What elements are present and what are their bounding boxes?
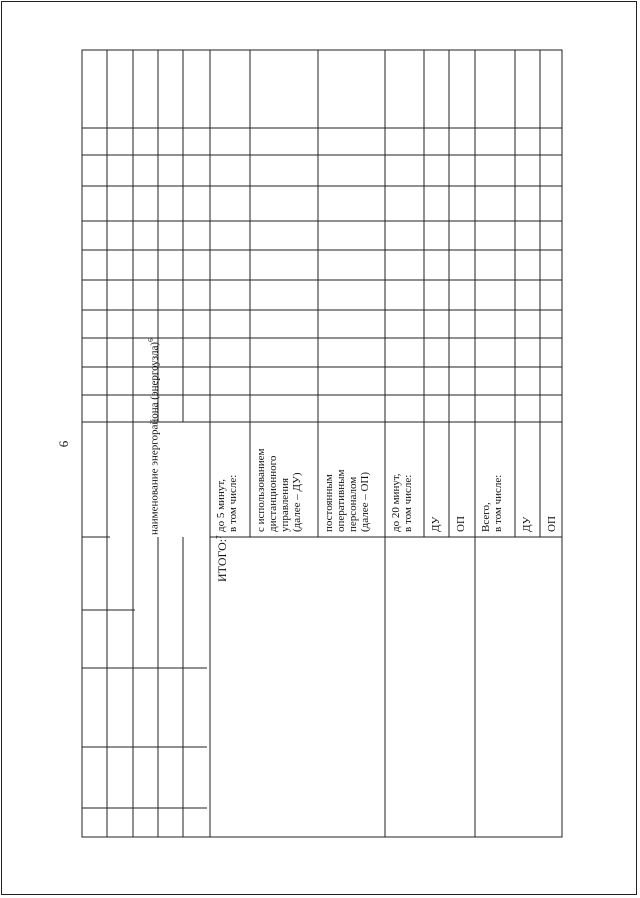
page-number: 6 xyxy=(56,440,71,448)
row-within-20-min: до 20 минут, в том числе: xyxy=(390,473,414,532)
row-du-2: ДУ xyxy=(521,516,533,532)
row-remote-control-full: с использованием дистанционного управления (далее – ДУ) xyxy=(255,448,303,532)
row-total-all: Всего, в том числе: xyxy=(480,474,504,532)
row-du-1: ДУ xyxy=(430,516,442,532)
total-label: ИТОГО:$^7$ xyxy=(215,535,229,582)
row-operating-personnel-full: постоянным оперативным персоналом (далее – ОП) xyxy=(323,469,371,532)
row-op-1: ОП xyxy=(455,516,467,532)
row-within-5-min: до 5 минут, в том числе: xyxy=(215,474,239,532)
energy-area-header: наименование энергорайона (энергоузла)$^6$ xyxy=(147,338,161,535)
row-op-2: ОП xyxy=(546,516,558,532)
